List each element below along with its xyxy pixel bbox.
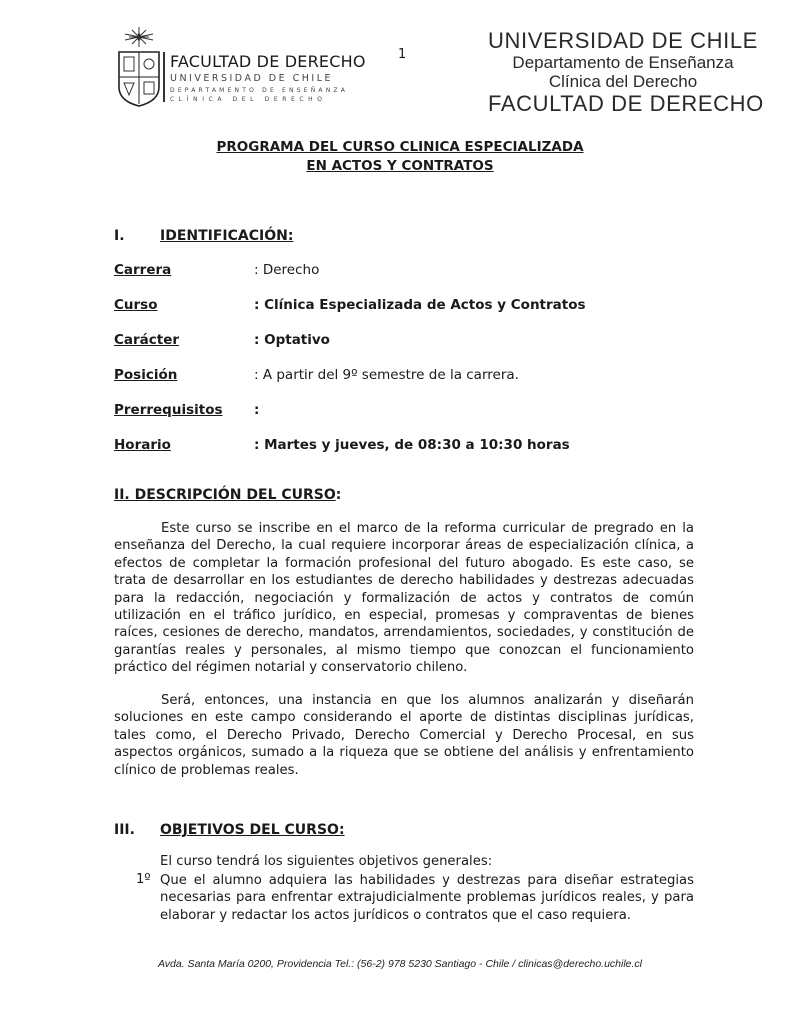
field-label-prerrequisitos: Prerrequisitos: [114, 402, 223, 418]
document-title-line-1: PROGRAMA DEL CURSO CLINICA ESPECIALIZADA: [216, 139, 584, 155]
field-value-curso: : Clínica Especializada de Actos y Contratos: [254, 297, 586, 313]
clinic-subtitle: CLÍNICA DEL DERECHO: [170, 96, 327, 103]
faculty-title: FACULTAD DE DERECHO: [170, 52, 366, 71]
stamp-department: Departamento de Enseñanza: [512, 53, 734, 72]
stamp-university: UNIVERSIDAD DE CHILE: [488, 28, 758, 53]
stamp-faculty: FACULTAD DE DERECHO: [488, 91, 764, 116]
objectives-intro: El curso tendrá los siguientes objetivos generales:: [160, 854, 493, 869]
field-label-posicion: Posición: [114, 367, 178, 383]
field-label-horario: Horario: [114, 437, 171, 453]
field-value-prerrequisitos: :: [254, 402, 260, 418]
description-paragraph-2: Será, entonces, una instancia en que los alumnos analizarán y diseñarán soluciones en este campo considerando el aporte de distintas disciplinas jurídicas, tales como, el Derecho Privado, Derecho Comercial y Derecho Procesal, en sus aspectos orgánicos, sumado a la riqueza que se obtiene del análisis y enfrentamiento clínico de problemas reales.: [114, 693, 694, 778]
document-title-line-2: EN ACTOS Y CONTRATOS: [306, 158, 494, 174]
field-value-horario: : Martes y jueves, de 08:30 a 10:30 horas: [254, 437, 570, 453]
department-subtitle: DEPARTAMENTO DE ENSEÑANZA: [170, 87, 349, 94]
field-value-caracter: : Optativo: [254, 332, 330, 348]
page-number: 1: [398, 47, 407, 62]
section-3-number: III.: [114, 822, 135, 838]
objective-number: 1º: [136, 872, 151, 887]
section-1-number: I.: [114, 228, 125, 244]
field-label-curso: Curso: [114, 297, 158, 313]
field-label-carrera: Carrera: [114, 262, 172, 278]
footer-address: Avda. Santa María 0200, Providencia Tel.: (56-2) 978 5230 Santiago - Chile / clinicas@derecho.uchile.cl: [157, 958, 643, 970]
department-stamp: [488, 28, 764, 116]
university-subtitle: UNIVERSIDAD DE CHILE: [170, 73, 333, 84]
section-1-heading: IDENTIFICACIÓN:: [160, 228, 294, 244]
university-crest-logo: [113, 25, 165, 107]
field-value-carrera: : Derecho: [254, 262, 320, 278]
description-paragraph-1: Este curso se inscribe en el marco de la reforma curricular de pregrado en la enseñanza del Derecho, la cual requiere incorporar áreas de especialización clínica, a efectos de completar la formación profesional del futuro abogado. Es este caso, se trata de desarrollar en los estudiantes de derecho habilidades y destrezas adecuadas para la redacción, negociación y formalización de actos y contratos de común utilización en el tráfico jurídico, en especial, promesas y compraventas de bienes raíces, cesiones de derecho, mandatos, arrendamientos, sociedades, y constitución de garantías reales y personales, al mismo tiempo que conozcan el funcionamiento práctico del régimen notarial y conservatorio chileno.: [114, 521, 694, 676]
section-2-title: II. DESCRIPCIÓN DEL CURSO: [114, 487, 336, 503]
section-2-colon: :: [335, 487, 342, 503]
section-2-heading: [114, 487, 341, 503]
objective-text: Que el alumno adquiera las habilidades y destrezas para diseñar estrategias necesarias para enfrentar extrajudicialmente problemas jurídicos reales, y para elaborar y redactar los actos jurídicos o contratos que el caso requiera.: [160, 873, 694, 923]
field-value-posicion: : A partir del 9º semestre de la carrera.: [254, 367, 519, 383]
field-label-caracter: Carácter: [114, 332, 180, 348]
logo-divider: [163, 52, 165, 102]
stamp-clinic: Clínica del Derecho: [548, 72, 698, 91]
section-3-heading: OBJETIVOS DEL CURSO:: [160, 822, 345, 838]
